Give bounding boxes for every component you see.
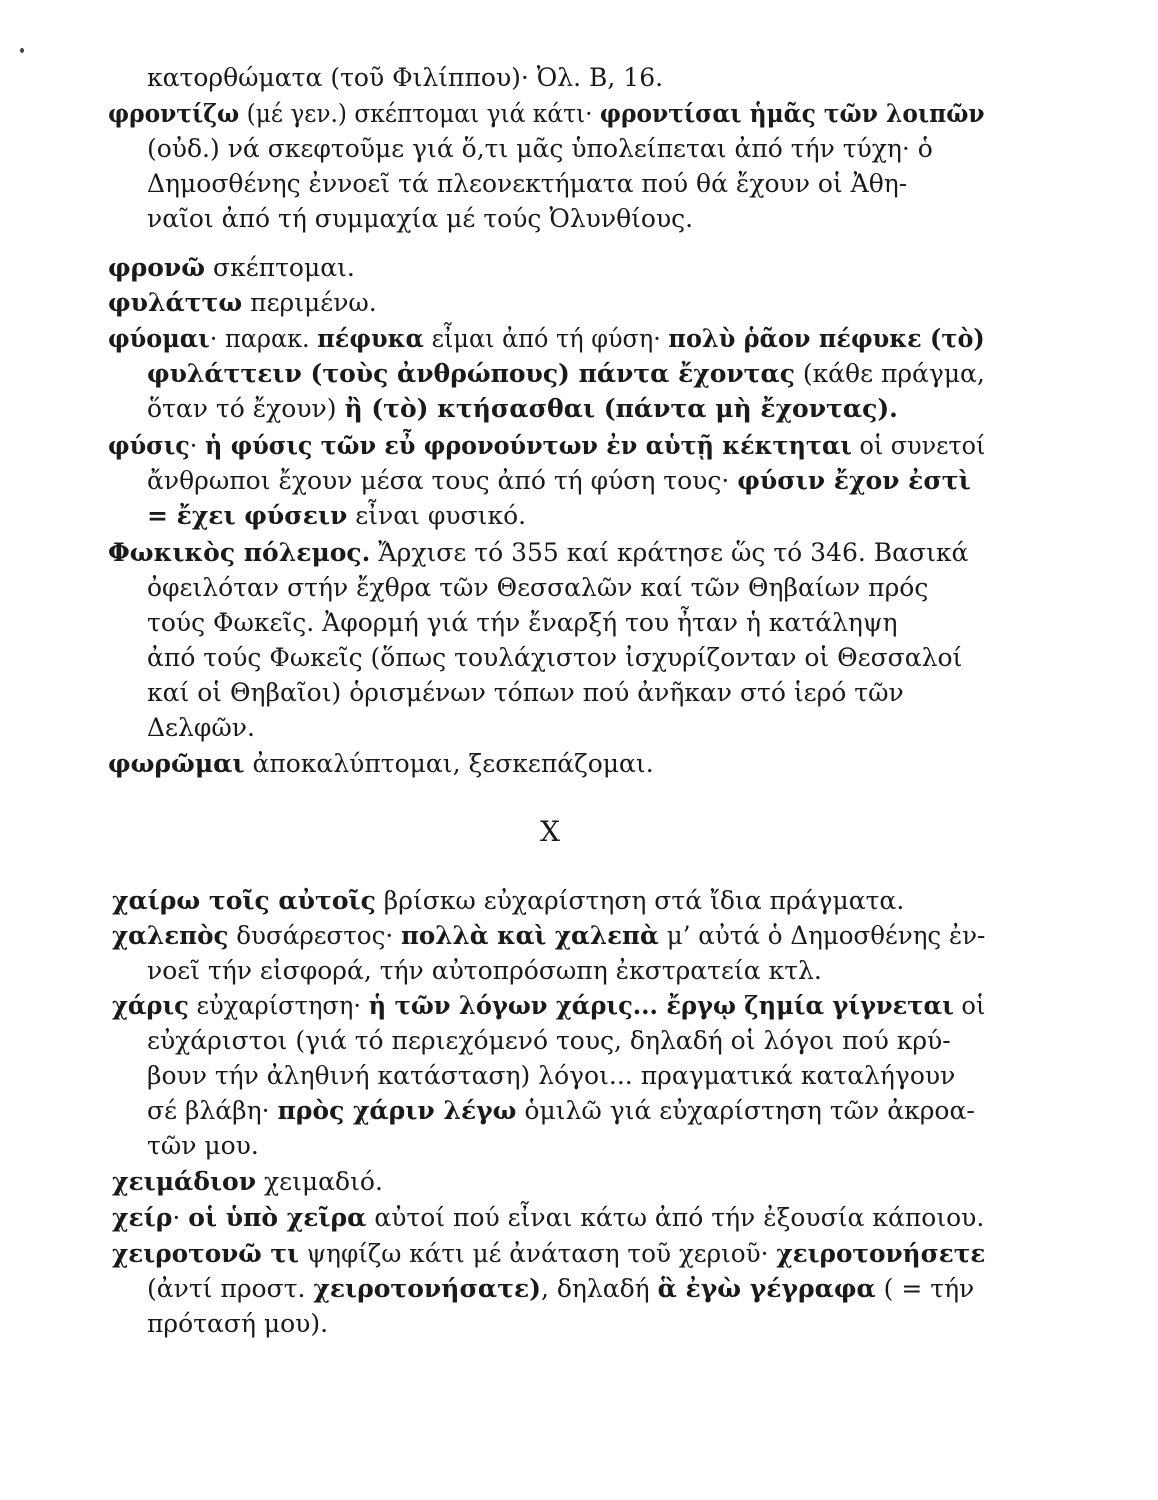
entry-text: (μέ γεν.) σκέπτομαι γιά κάτι· — [239, 99, 600, 128]
entry-phrase: οἱ ὑπὸ χεῖρα — [188, 1203, 367, 1232]
entry-phrase: ἢ (τὸ) κτήσασθαι (πάντα μὴ ἔχοντας). — [344, 394, 898, 423]
entry-line — [147, 642, 962, 673]
entry-line — [147, 1308, 328, 1339]
entry-text: σέ βλάβη· — [147, 1096, 278, 1125]
entry-phrase: = ἔχει φύσειν — [147, 501, 348, 530]
entry-text: αὐτοί πού εἶναι κάτω ἀπό τήν ἐξουσία κάποιου. — [366, 1203, 985, 1232]
entry-line — [108, 287, 377, 318]
entry-text: νοεῖ τήν εἰσφορά, τήν αὐτοπρόσωπη ἐκστρατεία κτλ. — [147, 956, 822, 985]
entry-line — [147, 203, 693, 234]
entry-text: τῶν μου. — [147, 1131, 259, 1160]
entry-line — [147, 500, 526, 531]
entry-text: Ἄρχισε τό 355 καί κράτησε ὥς τό 346. Βασικά — [370, 538, 969, 567]
entry-line — [112, 990, 985, 1021]
entry-text: (οὐδ.) νά σκεφτοῦμε γιά ὅ,τι μᾶς ὑπολείπεται ἀπό τήν τύχη· ὁ — [147, 134, 933, 163]
entry-text: ( = τήν — [875, 1274, 975, 1303]
entry-headword: φυλάττω — [108, 288, 243, 317]
entry-text: Δημοσθένης ἐννοεῖ τά πλεονεκτήματα πού θά ἔχουν οἱ Ἀθη- — [147, 169, 908, 198]
entry-line — [108, 252, 355, 283]
entry-line — [112, 920, 985, 951]
entry-text: μ’ αὐτά ὁ Δημοσθένης ἐν- — [658, 921, 986, 950]
entry-headword: φύσις — [108, 431, 190, 460]
entry-text: κατορθώματα (τοῦ Φιλίππου)· Ὀλ. Β, 16. — [147, 63, 664, 92]
entry-text: ὁμιλῶ γιά εὐχαρίστηση τῶν ἀκροα- — [516, 1096, 975, 1125]
entry-phrase: φυλάττειν (τοὺς ἀνθρώπους) πάντα ἔχοντας — [147, 359, 795, 388]
entry-headword: χειροτονῶ τι — [112, 1239, 299, 1268]
entry-phrase: χειροτονήσετε — [776, 1239, 986, 1268]
entry-text: τούς Φωκεῖς. Ἀφορμή γιά τήν ἔναρξή του ἦταν ἡ κατάληψη — [147, 608, 898, 637]
entry-line — [147, 1025, 951, 1056]
entry-text: βρίσκω εὐχαρίστηση στά ἴδια πράγματα. — [375, 886, 905, 915]
entry-line — [147, 358, 985, 389]
entry-text: ἄνθρωποι ἔχουν μέσα τους ἀπό τή φύση τους· — [147, 466, 738, 495]
section-letter: Χ — [540, 815, 560, 848]
entry-text: περιμένω. — [242, 288, 377, 317]
entry-text: εἶναι φυσικό. — [347, 501, 527, 530]
entry-text: · — [189, 431, 205, 460]
entry-text: οἱ — [953, 991, 986, 1020]
entry-text: σκέπτομαι. — [205, 253, 355, 282]
entry-text: Δελφῶν. — [147, 713, 255, 742]
entry-line — [112, 1202, 984, 1233]
entry-text: ψηφίζω κάτι μέ ἀνάταση τοῦ χεριοῦ· — [298, 1239, 777, 1268]
entry-headword: φρονῶ — [108, 253, 206, 282]
entry-headword: χείρ — [112, 1203, 173, 1232]
entry-headword: χαίρω τοῖς αὐτοῖς — [112, 886, 376, 915]
entry-text: ναῖοι ἀπό τή συμμαχία μέ τούς Ὀλυνθίους. — [147, 204, 694, 233]
entry-phrase: φύσιν ἔχον ἐστὶ — [737, 466, 971, 495]
entry-text: ὀφειλόταν στήν ἔχθρα τῶν Θεσσαλῶν καί τῶν Θηβαίων πρός — [147, 573, 929, 602]
entry-line — [147, 955, 822, 986]
entry-line — [112, 1238, 985, 1269]
entry-phrase: πολλὰ καὶ χαλεπὰ — [400, 921, 659, 950]
entry-text: (ἀντί προστ. — [147, 1274, 314, 1303]
entry-text: ἀποκαλύπτομαι, ξεσκεπάζομαι. — [244, 749, 654, 778]
entry-headword: φωρῶμαι — [108, 749, 245, 778]
entry-line — [108, 323, 985, 354]
entry-text: πρότασή μου). — [147, 1309, 329, 1338]
entry-line — [147, 677, 904, 708]
entry-line — [108, 430, 985, 461]
entry-phrase: πρὸς χάριν λέγω — [277, 1096, 517, 1125]
entry-phrase: ἃ ἐγὼ γέγραφα — [657, 1274, 876, 1303]
entry-line — [147, 465, 971, 496]
entry-phrase: ἡ τῶν λόγων χάρις... ἔργῳ ζημία γίγνεται — [368, 991, 954, 1020]
entry-line — [147, 712, 255, 743]
entry-line — [147, 1130, 259, 1161]
entry-text: · — [172, 1203, 189, 1232]
entry-text: δυσάρεστος· — [228, 921, 401, 950]
entry-phrase: πολὺ ῥᾶον πέφυκε (τὸ) — [668, 324, 985, 353]
entry-line — [147, 1273, 974, 1304]
entry-line — [147, 168, 907, 199]
entry-line — [108, 98, 985, 129]
entry-line — [112, 885, 904, 916]
entry-text: εὐχάριστοι (γιά τό περιεχόμενό τους, δηλαδή οἱ λόγοι πού κρύ- — [147, 1026, 951, 1055]
scan-speck — [20, 48, 24, 53]
entry-text: · παρακ. — [209, 324, 318, 353]
entry-headword: χειμάδιον — [112, 1167, 257, 1196]
entry-text: οἱ συνετοί — [851, 431, 986, 460]
entry-phrase: χειροτονήσατε) — [313, 1274, 541, 1303]
entry-headword: χαλεπὸς — [112, 921, 229, 950]
entry-phrase: ἡ φύσις τῶν εὖ φρονούντων ἐν αὑτῇ κέκτηται — [204, 431, 852, 460]
entry-line — [147, 572, 928, 603]
entry-text: χειμαδιό. — [256, 1167, 383, 1196]
entry-text: καί οἱ Θηβαῖοι) ὁρισμένων τόπων πού ἀνῆκαν στό ἱερό τῶν — [147, 678, 904, 707]
entry-headword: χάρις — [112, 991, 189, 1020]
entry-text: (κάθε πράγμα, — [794, 359, 985, 388]
entry-text: ἀπό τούς Φωκεῖς (ὅπως τουλάχιστον ἰσχυρίζονταν οἱ Θεσσαλοί — [147, 643, 963, 672]
entry-text: βουν τήν ἀληθινή κατάσταση) λόγοι... πραγματικά καταλήγουν — [147, 1061, 956, 1090]
entry-line — [147, 1060, 955, 1091]
entry-line — [147, 393, 898, 424]
entry-line — [147, 607, 898, 638]
entry-phrase: πέφυκα — [317, 324, 424, 353]
entry-line — [108, 748, 654, 779]
entry-text: εὐχαρίστηση· — [188, 991, 369, 1020]
entry-line — [147, 62, 663, 93]
entry-phrase: φροντίσαι ἡμᾶς τῶν λοιπῶν — [599, 99, 985, 128]
entry-text: εἶμαι ἀπό τή φύση· — [423, 324, 669, 353]
entry-line — [112, 1166, 383, 1197]
entry-headword: φύομαι — [108, 324, 210, 353]
entry-headword: Φωκικὸς πόλεμος. — [108, 538, 371, 567]
entry-line — [108, 537, 968, 568]
entry-headword: φροντίζω — [108, 99, 240, 128]
entry-text: , δηλαδή — [540, 1274, 658, 1303]
entry-line — [147, 133, 933, 164]
entry-line — [147, 1095, 975, 1126]
entry-text: ὅταν τό ἔχουν) — [147, 394, 345, 423]
